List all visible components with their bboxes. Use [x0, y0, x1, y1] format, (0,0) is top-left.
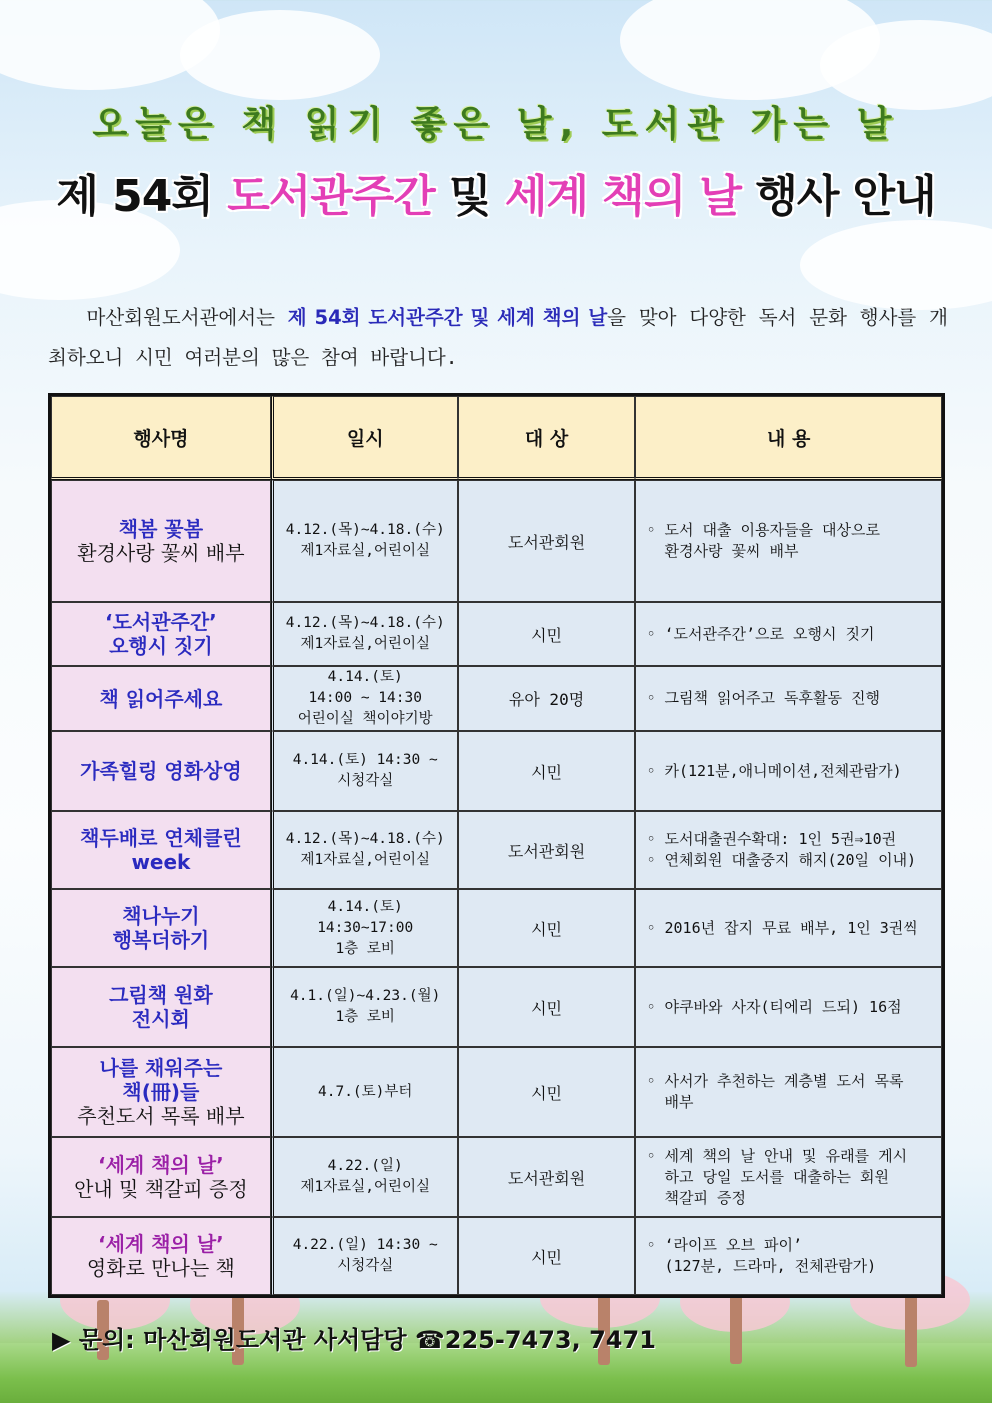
event-date: [271, 666, 458, 731]
content-line: ◦ 연체회원 대출중지 해지(20일 이내): [646, 851, 917, 869]
event-name-title: 책 읽어주세요: [99, 686, 223, 711]
event-content: [635, 1217, 942, 1295]
event-name-title: ‘도서관주간’: [104, 610, 217, 634]
content-line: ◦ 도서 대출 이용자들을 대상으로: [646, 521, 880, 539]
content-line: ◦ ‘도서관주간’으로 오행시 짓기: [646, 624, 875, 643]
event-name-title: 책나누기: [122, 904, 200, 928]
content-line: 책갈피 증정: [664, 1188, 746, 1207]
table-row: [51, 602, 942, 666]
event-content: [635, 666, 942, 731]
tree-decoration: [905, 1292, 917, 1367]
table-row: [51, 1137, 942, 1217]
date-line: 4.22.(일): [327, 1158, 403, 1174]
slogan: 오늘은 책 읽기 좋은 날, 도서관 가는 날: [92, 104, 900, 145]
content-line: ◦ ‘라이프 오브 파이’: [646, 1236, 803, 1254]
content-line: ◦ 그림책 읽어주고 독후활동 진행: [646, 689, 880, 707]
event-target: 시민: [458, 1217, 636, 1295]
date-line: 4.1.(일)~4.23.(월): [290, 988, 441, 1004]
date-line: 제1자료실,어린이실: [300, 543, 430, 559]
event-date: [271, 1217, 458, 1295]
date-line: 제1자료실,어린이실: [300, 636, 430, 652]
title-highlight: 도서관주간: [227, 171, 435, 222]
event-content: [635, 731, 942, 811]
header-target: 대 상: [458, 396, 636, 480]
event-target: 시민: [458, 731, 636, 811]
date-line: 4.14.(토): [327, 898, 403, 915]
event-name: [51, 602, 271, 666]
event-date: [271, 602, 458, 666]
table-header-row: [51, 396, 942, 480]
date-line: 시청각실: [337, 1258, 394, 1274]
date-line: 1층 로비: [335, 1009, 395, 1025]
event-name-subtitle: 오행시 짓기: [109, 634, 213, 658]
table-row: [51, 666, 942, 731]
event-date: [271, 731, 458, 811]
event-content: [635, 602, 942, 666]
event-name-title: 나를 채워주는: [99, 1056, 223, 1080]
page-title: [0, 160, 992, 224]
event-date: [271, 967, 458, 1047]
date-line: 4.14.(토): [327, 669, 403, 685]
date-line: 4.12.(목)~4.18.(수): [285, 831, 445, 847]
header-content: 내 용: [635, 396, 942, 480]
date-line: 4.12.(목)~4.18.(수): [285, 615, 445, 631]
event-target: 시민: [458, 889, 636, 967]
event-name: [51, 1137, 271, 1217]
date-line: 1층 로비: [335, 940, 395, 957]
event-target: 시민: [458, 1047, 636, 1137]
event-content: [635, 1137, 942, 1217]
event-name: [51, 731, 271, 811]
event-target: 시민: [458, 602, 636, 666]
table-row: [51, 731, 942, 811]
date-line: 제1자료실,어린이실: [300, 1179, 430, 1195]
event-name-subtitle: 행복더하기: [112, 928, 210, 952]
cloud-decoration: [180, 10, 380, 100]
title-highlight: 세계 책의 날: [504, 171, 742, 222]
content-line: ◦ 2016년 잡지 무료 배부, 1인 3권씩: [646, 918, 918, 937]
table-row: [51, 811, 942, 889]
table-row: [51, 889, 942, 967]
event-name-subtitle: 추천도서 목록 배부: [77, 1104, 245, 1128]
intro-text: 마산회원도서관에서는: [86, 306, 288, 329]
intro-highlight: 제 54회 도서관주간 및 세계 책의 날: [287, 306, 608, 329]
event-name-title: ‘세계 책의 날’: [98, 1153, 224, 1177]
title-part: 제 54회: [56, 171, 228, 222]
title-part: 행사 안내: [741, 171, 936, 222]
event-name-subtitle: 안내 및 책갈피 증정: [74, 1177, 248, 1201]
event-name-title: 책봄 꽃봄: [118, 517, 204, 541]
event-name-subtitle: 영화로 만나는 책: [86, 1256, 235, 1280]
event-name-title: 그림책 원화: [109, 983, 213, 1007]
content-line: ◦ 도서대출권수확대: 1인 5권⇒10권: [646, 830, 897, 848]
date-line: 4.7.(토)부터: [318, 1083, 413, 1100]
intro-text: 을 맞아 다양한 독서 문화 행사를 개최하오니 시민 여러분의 많은 참여 바랍니다.: [48, 306, 948, 369]
content-line: ◦ 야쿠바와 사자(티에리 드되) 16점: [646, 997, 902, 1016]
header-event-name: 행사명: [51, 396, 271, 480]
event-name: [51, 889, 271, 967]
event-name: [51, 1217, 271, 1295]
event-target: 유아 20명: [458, 666, 636, 731]
date-line: 시청각실: [337, 773, 394, 789]
header-date: 일시: [271, 396, 458, 480]
table-row: [51, 1047, 942, 1137]
events-table: [48, 393, 945, 1298]
intro-paragraph: [48, 298, 948, 378]
event-name-title: 책(冊)들: [122, 1080, 200, 1104]
content-line: ◦ 사서가 추천하는 계층별 도서 목록: [646, 1072, 904, 1090]
date-line: 제1자료실,어린이실: [300, 852, 430, 868]
date-line: 4.12.(목)~4.18.(수): [285, 522, 445, 538]
event-date: [271, 1137, 458, 1217]
table-row: [51, 1217, 942, 1295]
event-content: [635, 889, 942, 967]
date-line: 14:30~17:00: [317, 919, 414, 936]
event-content: [635, 811, 942, 889]
table-row: [51, 967, 942, 1047]
event-name-title: 가족힐링 영화상영: [80, 759, 242, 783]
table-row: [51, 480, 942, 602]
event-content: [635, 1047, 942, 1137]
event-name-subtitle: 환경사랑 꽃씨 배부: [77, 541, 245, 565]
event-name: [51, 811, 271, 889]
content-line: ◦ 카(121분,애니메이션,전체관람가): [646, 761, 902, 780]
event-content: [635, 967, 942, 1047]
event-target: 도서관회원: [458, 811, 636, 889]
date-line: 어린이실 책이야기방: [297, 711, 433, 727]
event-target: 도서관회원: [458, 480, 636, 602]
contact-info: ▶ 문의: 마산회원도서관 사서담당 ☎225-7473, 7471: [52, 1326, 656, 1354]
date-line: 14:00 ~ 14:30: [308, 690, 422, 706]
event-name: [51, 1047, 271, 1137]
event-name: [51, 967, 271, 1047]
event-name-subtitle: week: [131, 850, 191, 874]
date-line: 4.22.(일) 14:30 ~: [292, 1237, 438, 1253]
date-line: 4.14.(토) 14:30 ~: [292, 752, 438, 768]
event-name-title: 책두배로 연체클린: [80, 826, 242, 850]
cloud-decoration: [800, 220, 992, 310]
title-part: 및: [434, 171, 505, 222]
content-line: 하고 당일 도서를 대출하는 회원: [664, 1167, 889, 1186]
event-date: [271, 480, 458, 602]
event-target: 시민: [458, 967, 636, 1047]
event-date: [271, 811, 458, 889]
event-name: [51, 666, 271, 731]
content-line: (127분, 드라마, 전체관람가): [664, 1257, 877, 1275]
tree-decoration: [730, 1292, 742, 1364]
content-line: 환경사랑 꽃씨 배부: [664, 542, 799, 560]
event-name-title: ‘세계 책의 날’: [98, 1232, 224, 1256]
event-date: [271, 1047, 458, 1137]
content-line: ◦ 세계 책의 날 안내 및 유래를 게시: [646, 1146, 908, 1165]
content-line: 배부: [664, 1093, 694, 1111]
event-name: [51, 480, 271, 602]
event-name-subtitle: 전시회: [131, 1007, 190, 1031]
event-target: 도서관회원: [458, 1137, 636, 1217]
event-content: [635, 480, 942, 602]
event-date: [271, 889, 458, 967]
